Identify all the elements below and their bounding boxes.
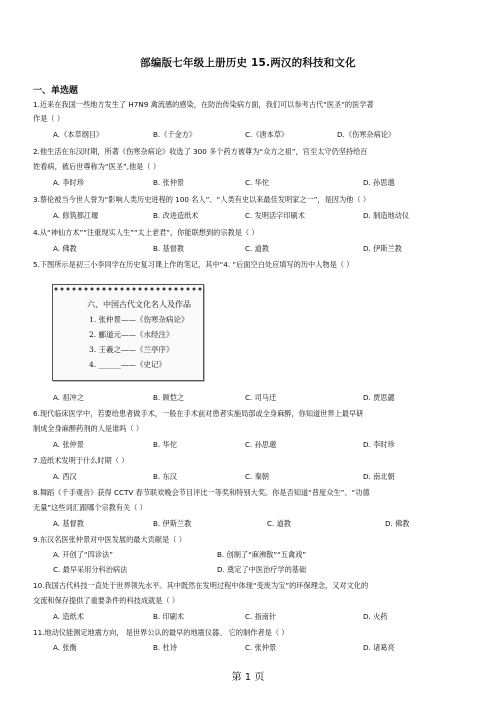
option-b: B. 创制了“麻沸散”“五禽戏” (217, 550, 307, 559)
notebook-spiral (53, 285, 203, 293)
option-d: D.《伤寒杂病论》 (337, 130, 396, 139)
question-8-text-cont: 无量”这些词汇跟哪个宗教有关（ ） (33, 503, 147, 512)
question-10-text: 10.我国古代科技一直处于世界领先水平。其中既然在发明过程中体现“变废为宝”的环保理念，又对文化的 (33, 581, 369, 590)
question-6-text: 6.现代临床医学中，若要给患者做手术，一般在手术前对患者实施局部或全身麻醉，你知道世界上最早研 (33, 409, 364, 418)
note-line-1: 1. 张仲景——《伤寒杂病论》 (89, 315, 189, 324)
option-c: C.《唐本草》 (245, 130, 289, 139)
option-c: C. 指南针 (245, 612, 277, 621)
option-a: A. 佛教 (53, 244, 77, 253)
option-a: A. 修筑都江堰 (53, 211, 99, 220)
note-line-2: 2. 郦道元——《水经注》 (89, 330, 174, 339)
option-c: C. 道教 (267, 519, 291, 528)
question-6-text-cont: 制成全身麻醉药剂的人是谁吗（ ） (33, 424, 144, 433)
question-8-text: 8.舞蹈《千手观音》获得 CCTV 春节联欢晚会节目评比一等奖和特别大奖。你是否知道“普度众生”、“功德 (33, 488, 370, 497)
option-a: A. 造纸术 (53, 612, 84, 621)
option-d: D. 奠定了中医治疗学的基础 (217, 565, 307, 574)
question-4-text: 4.从“神仙方术”“注重现实人生”“太上老君”，你能联想到的宗教是（ ） (33, 228, 259, 237)
option-d: D. 贾思勰 (363, 393, 395, 402)
question-9-text: 9.东汉名医张仲景对中医发展的最大贡献是（ ） (33, 535, 186, 544)
option-d: D. 李时珍 (363, 440, 395, 449)
option-a: A. 开创了“四诊法” (53, 550, 113, 559)
option-a: A. 李时珍 (53, 178, 84, 187)
question-2-text: 2.他生活在东汉时期，所著《伤寒杂病论》收选了 300 多个药方被尊为“众方之祖”，官至太守仍坚持给百 (33, 147, 368, 156)
option-a: A.《本草纲目》 (53, 130, 104, 139)
question-5-text: 5.下图所示是初三小李同学在历史复习课上作的笔记，其中“4. ”后面空白处应填写的历中人物是（ ） (33, 260, 354, 269)
question-3-text: 3.蔡伦被当今世人誉为“影响人类历史进程的 100 名人”、“人类有史以来最佳发明家之一”，是因为他（ ） (33, 195, 371, 204)
option-a: A. 西汉 (53, 472, 77, 481)
question-2-text-cont: 姓看病，被后世尊称为“医圣”,他是（ ） (33, 162, 161, 171)
option-b: B. 伊斯兰教 (153, 519, 192, 528)
option-c: C. 最早采用分科治病法 (53, 565, 128, 574)
option-a: A. 祖冲之 (53, 393, 84, 402)
option-b: B. 东汉 (153, 472, 177, 481)
option-b: B. 顾恺之 (153, 393, 185, 402)
question-11-text: 11.地动仪能测定地震方向， 是世界公认的最早的地震仪器。 它的制作者是（ ） (33, 628, 289, 637)
question-10-text-cont: 交流和保存提供了重要条件的科技成就是（ ） (33, 596, 180, 605)
option-b: B.《千金方》 (153, 130, 197, 139)
option-a: A. 基督教 (53, 519, 84, 528)
option-b: B. 张仲景 (153, 178, 185, 187)
question-1-text-cont: 作是（ ） (33, 114, 65, 123)
option-b: B. 基督教 (153, 244, 185, 253)
option-c: C. 张仲景 (245, 643, 277, 652)
option-d: D. 南北朝 (363, 472, 395, 481)
option-d: D. 孙思邈 (363, 178, 395, 187)
question-7-text: 7.造纸术发明于什么时期（ ） (33, 456, 129, 465)
option-b: B. 改进造纸术 (153, 211, 199, 220)
question-1-text: 1.近来在我国一些地方发生了 H7N9 禽流感的感染，在防治传染病方面，我们可以参考古代“医圣”的医学著 (33, 100, 374, 109)
page-number: 第 1 页 (231, 672, 265, 683)
option-c: C. 孙思邈 (245, 440, 277, 449)
note-line-4: 4. ______——《史记》 (89, 360, 167, 369)
option-c: C. 秦朝 (245, 472, 269, 481)
option-c: C. 华佗 (245, 178, 269, 187)
option-b: B. 印刷术 (153, 612, 185, 621)
option-c: C. 道教 (245, 244, 269, 253)
option-b: B. 杜诗 (153, 643, 177, 652)
section-heading: 一、单选题 (33, 86, 79, 96)
option-d: D. 火药 (363, 612, 388, 621)
option-b: B. 华佗 (153, 440, 177, 449)
option-c: C. 司马迁 (245, 393, 277, 402)
option-d: D. 诸葛亮 (363, 643, 395, 652)
option-a: A. 张仲景 (53, 440, 84, 449)
document-title: 部编版七年级上册历史 15.两汉的科技和文化 (140, 57, 356, 69)
note-line-3: 3. 王羲之——《兰亭序》 (89, 345, 174, 354)
note-title: 六、中国古代文化名人及作品 (87, 300, 191, 309)
option-d: D. 佛教 (385, 519, 410, 528)
option-a: A. 张衡 (53, 643, 77, 652)
option-d: D. 伊斯兰教 (363, 244, 402, 253)
option-d: D. 制造地动仪 (363, 211, 410, 220)
option-c: C. 发明活字印刷术 (245, 211, 305, 220)
notebook-image (52, 284, 204, 381)
